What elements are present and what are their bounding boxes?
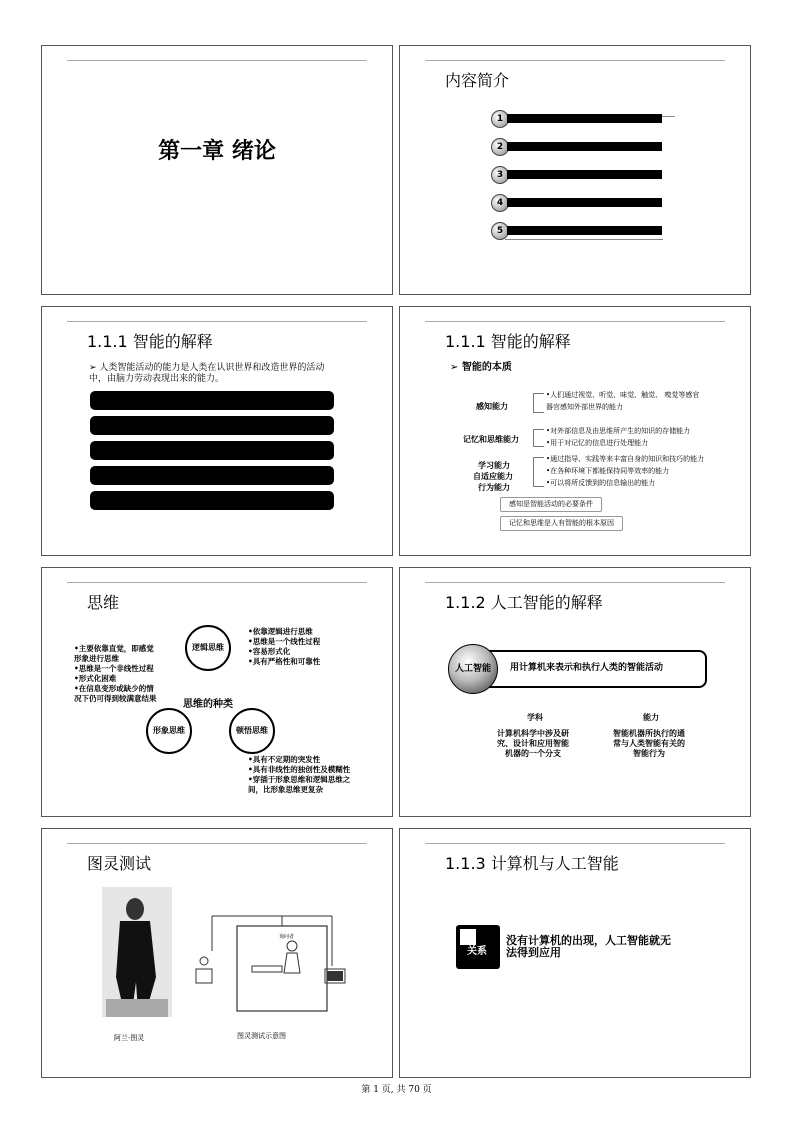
subtitle: ➢ 智能的本质 bbox=[450, 362, 512, 373]
slide-title: 图灵测试 bbox=[87, 854, 152, 873]
note-1: 感知是智能活动的必要条件 bbox=[500, 497, 602, 512]
node-insight-thinking: 顿悟思维 bbox=[229, 708, 275, 754]
top-rule bbox=[67, 582, 367, 583]
label-memory-thinking: 记忆和思维能力 bbox=[463, 435, 519, 444]
slide-title: 思维 bbox=[87, 593, 120, 612]
note-2: 记忆和思维是人有智能的根本原因 bbox=[500, 516, 623, 531]
top-rule bbox=[425, 582, 725, 583]
slide-title: 1.1.3 计算机与人工智能 bbox=[445, 854, 619, 873]
slide-title: 1.1.1 智能的解释 bbox=[445, 332, 571, 351]
desc-line: 器官感知外部世界的能力 bbox=[546, 403, 623, 411]
content-bar-1 bbox=[90, 391, 334, 410]
right-bottom-text: •具有不定期的突发性 •具有非线性的独创性及模糊性 •穿插于形象思维和逻辑思维之 间，比形象思维更复杂 bbox=[248, 755, 351, 794]
bracket bbox=[533, 393, 544, 413]
top-rule bbox=[425, 321, 725, 322]
slide-1 bbox=[41, 45, 393, 295]
item-number-4: 4 bbox=[491, 194, 509, 212]
column-2-heading: 能力 bbox=[643, 713, 659, 722]
item-number-2: 2 bbox=[491, 138, 509, 156]
item-number-3: 3 bbox=[491, 166, 509, 184]
arrow-bullet-icon: ➢ bbox=[89, 363, 100, 373]
slide-5 bbox=[41, 567, 393, 817]
diagram-caption: 图灵测试示意图 bbox=[237, 1032, 286, 1040]
column-1-text: 计算机科学中涉及研 究、设计和应用智能 机器的一个分支 bbox=[497, 729, 569, 758]
top-rule bbox=[425, 843, 725, 844]
top-rule bbox=[67, 60, 367, 61]
top-rule bbox=[67, 321, 367, 322]
slide-7 bbox=[41, 828, 393, 1078]
right-top-text: •依靠逻辑进行思维 •思维是一个线性过程 •容易形式化 •具有严格性和可靠性 bbox=[248, 627, 321, 666]
slide-title: 1.1.1 智能的解释 bbox=[87, 332, 213, 351]
bracket bbox=[533, 457, 544, 487]
desc-line: •可以将所反馈到的信息输出的能力 bbox=[546, 479, 656, 487]
photo-caption: 阿兰·图灵 bbox=[114, 1034, 145, 1042]
ai-badge-label: 人工智能 bbox=[454, 664, 491, 674]
column-1-heading: 学科 bbox=[527, 713, 543, 722]
slide-title: 内容简介 bbox=[445, 71, 510, 90]
diagram-label: 询问者 bbox=[279, 934, 295, 940]
bracket bbox=[533, 429, 544, 447]
top-rule bbox=[67, 843, 367, 844]
slide-3 bbox=[41, 306, 393, 556]
slide-title: 1.1.2 人工智能的解释 bbox=[445, 593, 603, 612]
label-behavior: 行为能力 bbox=[478, 483, 510, 492]
slide-6 bbox=[399, 567, 751, 817]
desc-line: •用于对记忆的信息进行处理能力 bbox=[546, 439, 649, 447]
content-bar-3 bbox=[90, 441, 334, 460]
content-bar-2 bbox=[90, 416, 334, 435]
desc-line: •对外部信息及由思维所产生的知识的存储能力 bbox=[546, 427, 691, 435]
item-bar-1 bbox=[507, 114, 662, 123]
item-number-1: 1 bbox=[491, 110, 509, 128]
item-bar-5 bbox=[507, 226, 662, 235]
node-logical-thinking: 逻辑思维 bbox=[185, 625, 231, 671]
label-adaptive: 自适应能力 bbox=[473, 472, 513, 481]
column-2-text: 智能机器所执行的通 常与人类智能有关的 智能行为 bbox=[613, 729, 685, 758]
relation-text: 没有计算机的出现，人工智能就无 法得到应用 bbox=[506, 934, 671, 959]
slide-2 bbox=[399, 45, 751, 295]
desc-line: •人们通过视觉、听觉、味觉、触觉、 嗅觉等感官 bbox=[546, 391, 700, 399]
chapter-title: 第一章 绪论 bbox=[158, 139, 276, 164]
relation-badge-label: 关系 bbox=[467, 946, 487, 957]
left-text: •主要依靠直觉，即感觉 形象进行思维 •思维是一个非线性过程 •形式化困难 •在信息变形或缺少的情 况下仍可得到较满意结果 bbox=[74, 644, 157, 703]
bullet-text: ➢ 人类智能活动的能力是人类在认识世界和改造世界的活动中，由脑力劳动表现出来的能力。 bbox=[89, 363, 325, 384]
item-bar-4 bbox=[507, 198, 662, 207]
turing-test-diagram bbox=[182, 911, 362, 1016]
center-label: 思维的种类 bbox=[183, 699, 233, 710]
turing-photo bbox=[102, 887, 172, 1017]
content-bar-5 bbox=[90, 491, 334, 510]
content-bar-4 bbox=[90, 466, 334, 485]
desc-line: •通过指导、实践等来丰富自身的知识和技巧的能力 bbox=[546, 455, 705, 463]
label-learning: 学习能力 bbox=[478, 461, 510, 470]
definition-text: 用计算机来表示和执行人类的智能活动 bbox=[510, 663, 664, 673]
page-footer: 第 1 页, 共 70 页 bbox=[361, 1085, 432, 1095]
arrow-bullet-icon: ➢ bbox=[450, 362, 462, 373]
item-bar-3 bbox=[507, 170, 662, 179]
slide-4 bbox=[399, 306, 751, 556]
slide-8 bbox=[399, 828, 751, 1078]
divider bbox=[505, 239, 663, 240]
node-image-thinking: 形象思维 bbox=[146, 708, 192, 754]
top-rule bbox=[425, 60, 725, 61]
item-number-5: 5 bbox=[491, 222, 509, 240]
label-perception: 感知能力 bbox=[476, 402, 508, 411]
item-bar-2 bbox=[507, 142, 662, 151]
desc-line: •在各种环境下都能保持同等效率的能力 bbox=[546, 467, 670, 475]
